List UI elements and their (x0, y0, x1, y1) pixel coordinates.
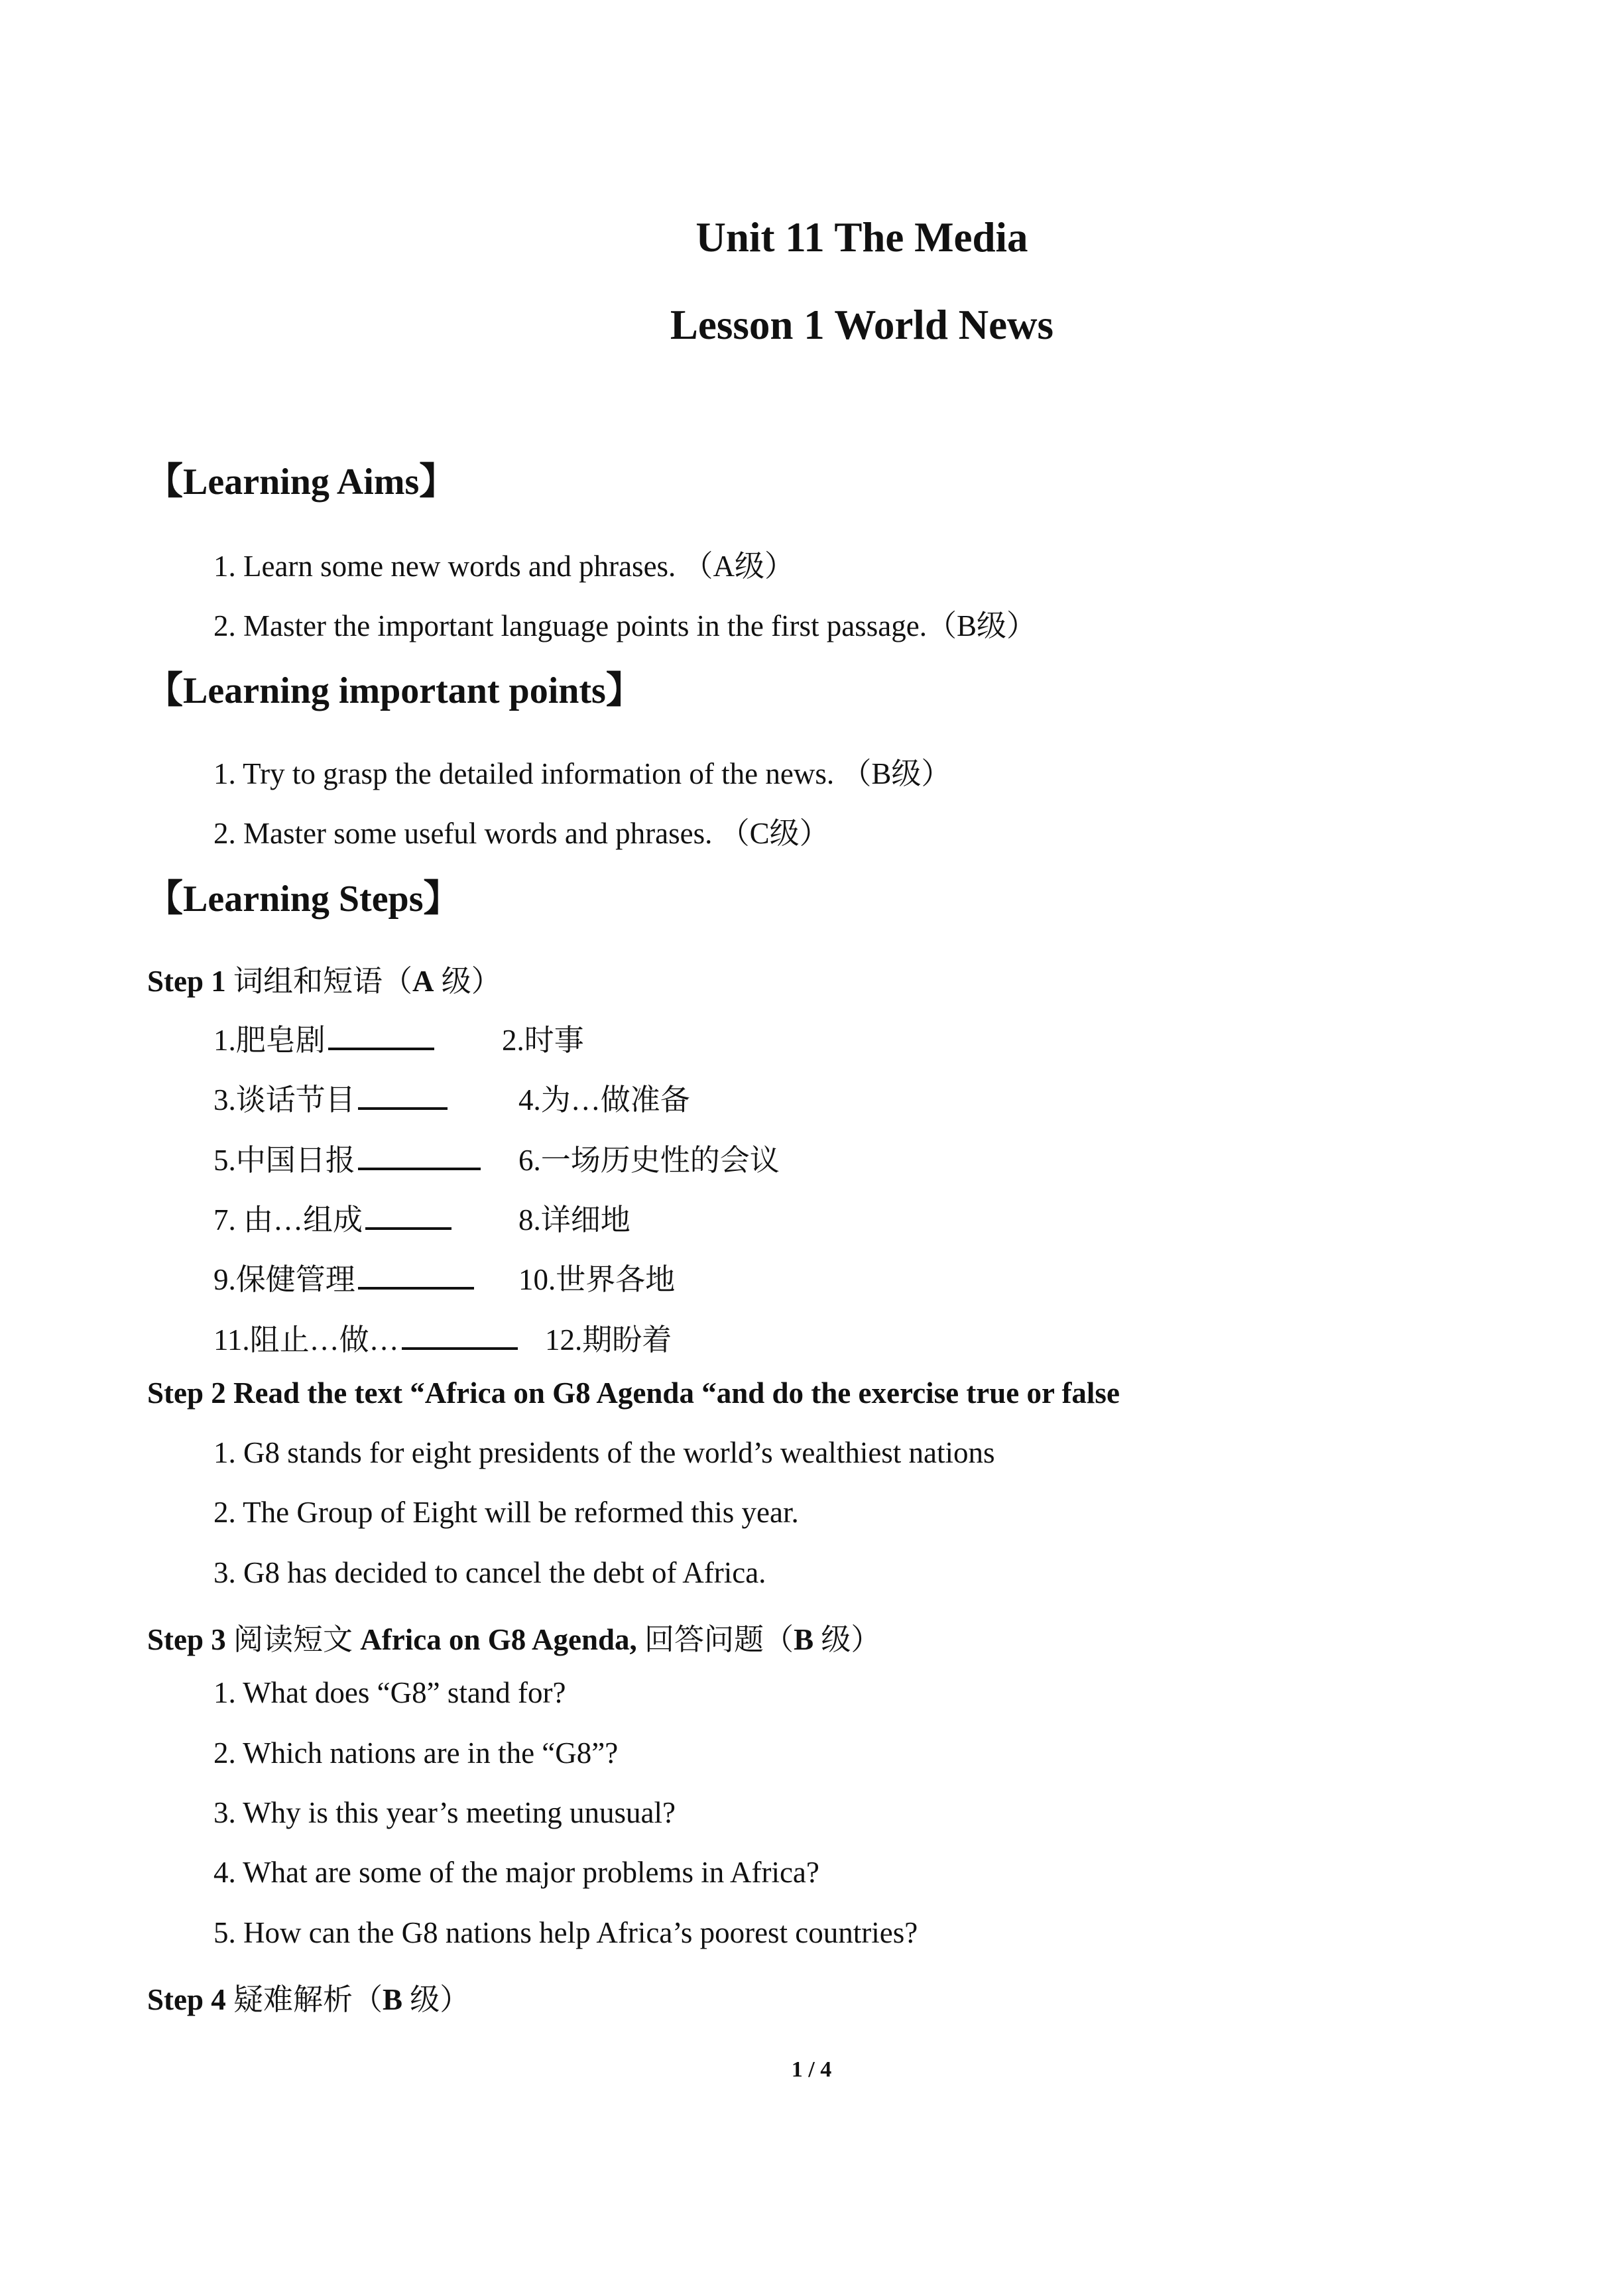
learning-steps-heading: 【Learning Steps】 (146, 878, 461, 920)
important-point-item: 2. Master some useful words and phrases. （C级） (213, 817, 829, 850)
step4-level: B (383, 1983, 403, 2016)
step1-label: Step 1 (147, 965, 226, 998)
vocab-item: 8.详细地 (518, 1203, 631, 1237)
vocab-item: 3.谈话节目 (213, 1075, 448, 1118)
step3-passage-title: Africa on G8 Agenda, (360, 1623, 637, 1656)
step4-label: Step 4 (147, 1983, 226, 2016)
question-item: 2. Which nations are in the “G8”? (213, 1736, 619, 1770)
true-false-item: 1. G8 stands for eight presidents of the world’s wealthiest nations (213, 1436, 995, 1469)
vocab-item: 7. 由…组成 (213, 1195, 451, 1239)
aim-item: 2. Master the important language points in the first passage.（B级） (213, 609, 1037, 642)
vocab-item: 4.为…做准备 (518, 1083, 690, 1117)
answer-blank[interactable] (328, 1018, 434, 1050)
answer-blank[interactable] (358, 1078, 448, 1110)
vocab-item: 2.时事 (502, 1024, 584, 1057)
vocab-item: 1.肥皂剧 (213, 1016, 434, 1059)
lesson-title: Lesson 1 World News (670, 302, 1054, 348)
answer-blank[interactable] (358, 1138, 481, 1170)
page-number: 1 / 4 (791, 2057, 832, 2082)
answer-blank[interactable] (358, 1258, 474, 1290)
important-points-heading: 【Learning important points】 (146, 670, 643, 711)
answer-blank[interactable] (365, 1198, 451, 1230)
vocab-item: 10.世界各地 (518, 1263, 676, 1296)
step4-text: 疑难解析（ (225, 1983, 383, 2016)
step3-tail: 级） (813, 1623, 881, 1656)
true-false-item: 3. G8 has decided to cancel the debt of Africa. (213, 1556, 766, 1589)
step2-heading: Step 2 Read the text “Africa on G8 Agenda “and do the exercise true or false (147, 1376, 1120, 1410)
question-item: 5. How can the G8 nations help Africa’s poorest countries? (213, 1916, 918, 1949)
vocab-item: 9.保健管理 (213, 1255, 474, 1298)
step3-label: Step 3 (147, 1623, 226, 1656)
question-item: 4. What are some of the major problems in Africa? (213, 1856, 819, 1889)
aim-item: 1. Learn some new words and phrases. （A级） (213, 550, 795, 583)
step3-level: B (794, 1623, 814, 1656)
answer-blank[interactable] (402, 1318, 518, 1350)
true-false-item: 2. The Group of Eight will be reformed this year. (213, 1496, 799, 1529)
vocab-item: 11.阻止…做… (213, 1315, 518, 1359)
step3-text2: 回答问题（ (636, 1623, 794, 1656)
step3-text: 阅读短文 (225, 1623, 361, 1656)
vocab-item: 12.期盼着 (545, 1323, 672, 1357)
step1-heading (147, 957, 501, 1000)
step1-text: 词组和短语（ (225, 965, 413, 998)
question-item: 3. Why is this year’s meeting unusual? (213, 1796, 676, 1829)
unit-title: Unit 11 The Media (695, 214, 1028, 261)
step1-level: A (412, 965, 434, 998)
step4-tail: 级） (402, 1983, 470, 2016)
question-item: 1. What does “G8” stand for? (213, 1676, 566, 1709)
important-point-item: 1. Try to grasp the detailed information of the news. （B级） (213, 757, 951, 790)
step1-tail: 级） (434, 965, 501, 998)
vocab-item: 5.中国日报 (213, 1136, 481, 1179)
learning-aims-heading: 【Learning Aims】 (146, 461, 457, 503)
step4-heading (147, 1975, 469, 2018)
vocab-item: 6.一场历史性的会议 (518, 1144, 780, 1177)
step3-heading (147, 1615, 880, 1658)
